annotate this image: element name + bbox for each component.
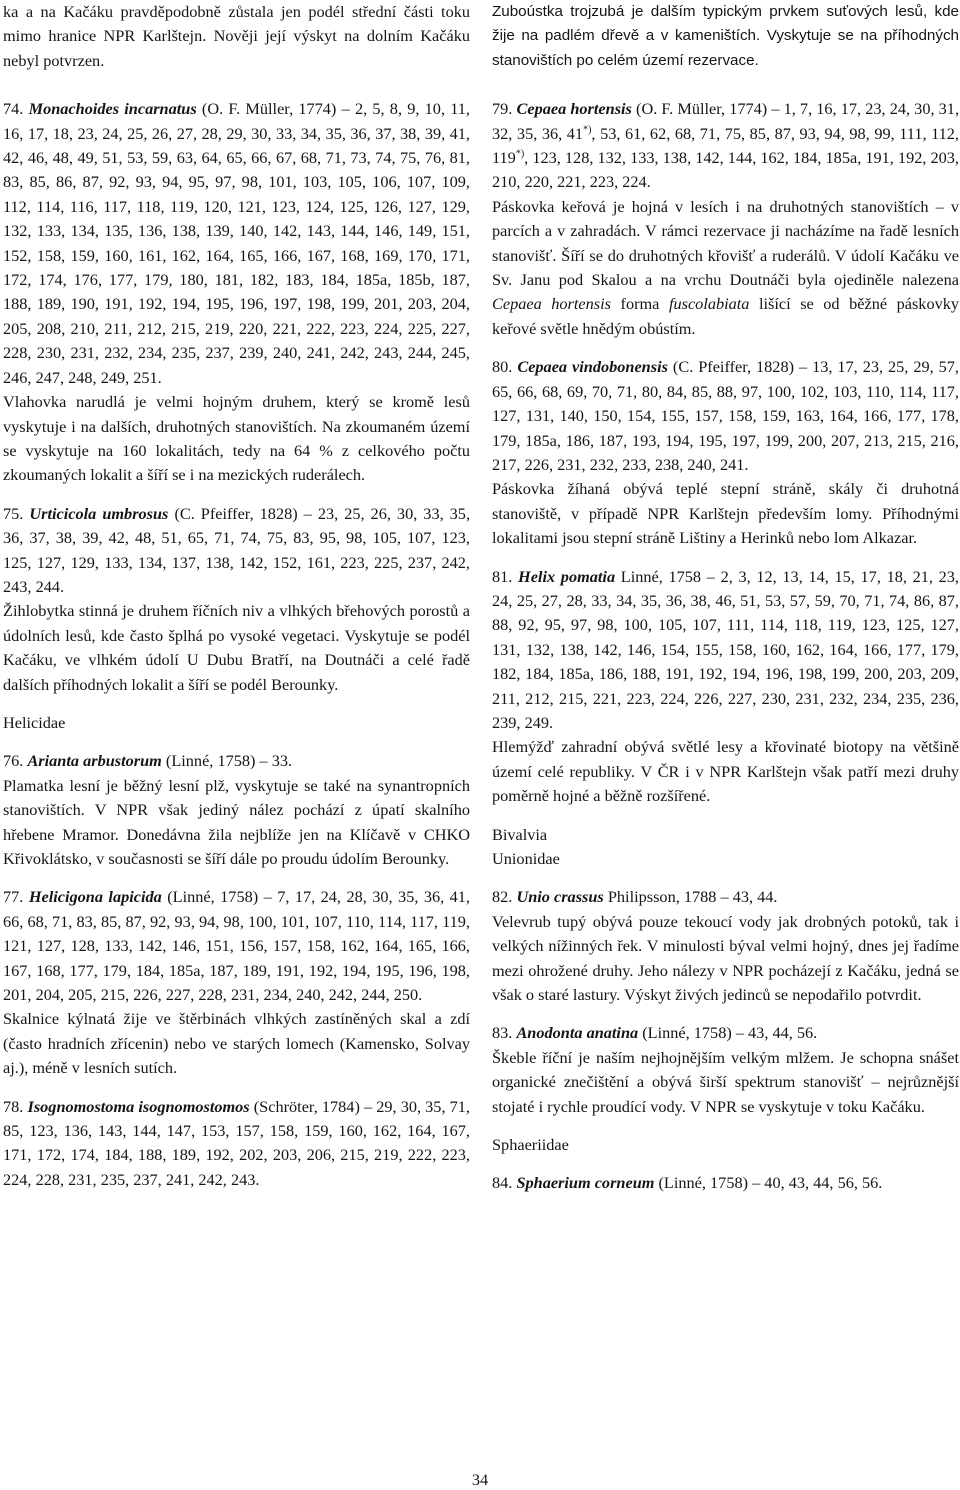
species-localities-part-1: (O. F. Müller, 1774) – 1, 7, 16, 17, 23, 24, 30, 31, 32, 35, 36, 41 [492, 99, 960, 143]
left-column [3, 0, 470, 1192]
species-name: Arianta arbustorum [27, 751, 162, 771]
species-name: Cepaea hortensis [516, 99, 632, 119]
species-localities: (O. F. Müller, 1774) – 2, 5, 8, 9, 10, 11, 16, 17, 18, 23, 24, 25, 26, 27, 28, 29, 30, 33, 34, 35, 36, 37, 38, 39, 41, 42, 46, 48, 49, 51, 53, 59, 63, 64, 65, 66, 67, 68, 71, 73, 74, 75, 76, 81, 83, 85, 86, 87, 92, 93, 94, 95, 97, 98, 101, 103, 105, 106, 107, 109, 112, 114, 116, 117, 118, 119, 120, 121, 123, 124, 125, 126, 127, 129, 132, 133, 134, 135, 136, 138, 139, 140, 142, 143, 144, 146, 149, 151, 152, 158, 159, 160, 161, 162, 164, 165, 166, 167, 168, 169, 170, 171, 172, 174, 176, 177, 179, 180, 181, 182, 183, 184, 185a, 185b, 187, 188, 189, 190, 191, 192, 194, 195, 196, 197, 198, 199, 201, 203, 204, 205, 208, 210, 211, 212, 215, 219, 220, 221, 222, 223, 224, 225, 227, 228, 230, 231, 232, 234, 235, 237, 239, 240, 241, 242, 243, 244, 245, 246, 247, 248, 249, 251. [3, 99, 470, 387]
species-description: Velevrub tupý obývá pouze tekoucí vody jak drobných potoků, tak i velkých nížinných řek. V minulosti býval velmi hojný, dnes jej řadíme mezi ohrožené druhy. Jeho nálezy v NPR pocházejí z Kačáku, jedná se však o staré lastury. Výskyt živých jedinců se nepodařilo potvrdit. [492, 911, 959, 1005]
entry-number: 76. [3, 751, 24, 771]
entry-number: 83. [492, 1023, 513, 1043]
entry-number: 75. [3, 503, 24, 523]
species-name: Anodonta anatina [516, 1023, 639, 1043]
entry-number: 81. [492, 566, 513, 586]
family-heading: Helicidae [3, 712, 66, 732]
species-description [492, 195, 959, 341]
species-entry-76 [3, 749, 470, 773]
italic-taxon: fuscolabiata [668, 294, 750, 314]
species-entry-79 [492, 97, 959, 195]
species-localities: (Linné, 1758) – 40, 43, 44, 56, 56. [658, 1173, 883, 1193]
species-localities: Linné, 1758 – 2, 3, 12, 13, 14, 15, 17, 18, 21, 23, 24, 25, 27, 28, 33, 34, 35, 36, 38, 46, 51, 53, 57, 59, 70, 71, 74, 86, 87, 88, 92, 95, 97, 98, 100, 105, 107, 111, 114, 118, 119, 123, 125, 127, 131, 132, 138, 142, 146, 154, 155, 158, 160, 162, 164, 166, 177, 179, 182, 184, 185a, 186, 188, 191, 192, 194, 196, 198, 199, 200, 203, 209, 211, 212, 215, 221, 223, 224, 226, 227, 230, 231, 232, 234, 235, 236, 239, 249. [492, 566, 959, 732]
species-localities: (Linné, 1758) – 43, 44, 56. [642, 1023, 818, 1043]
entry-number: 79. [492, 99, 513, 119]
species-localities-part-3: , 123, 128, 132, 133, 138, 142, 144, 162, 184, 185a, 191, 192, 203, 210, 220, 221, 223, 224. [492, 148, 959, 192]
species-localities: Philipsson, 1788 – 43, 44. [607, 887, 778, 907]
entry-number: 78. [3, 1096, 24, 1116]
family-heading: Sphaeriidae [492, 1135, 569, 1155]
species-name: Isognomostoma isognomostomos [27, 1096, 250, 1116]
species-localities: (Linné, 1758) – 33. [165, 751, 293, 771]
continued-text: ka a na Kačáku pravděpodobně zůstala jen podél střední části toku mimo hranice NPR Karlštejn. Nověji její výskyt na dolním Kačáku nebyl potvrzen. [3, 2, 470, 70]
species-name: Helix pomatia [518, 566, 616, 586]
entry-number: 80. [492, 357, 513, 377]
page-number: 34 [471, 1470, 489, 1489]
species-localities: (Linné, 1758) – 7, 17, 24, 28, 30, 35, 36, 41, 66, 68, 71, 83, 85, 87, 92, 93, 94, 98, 100, 101, 107, 110, 114, 117, 119, 121, 127, 128, 133, 142, 146, 151, 156, 157, 158, 162, 164, 165, 166, 167, 168, 177, 179, 184, 185a, 187, 189, 191, 192, 194, 195, 196, 198, 201, 204, 205, 215, 226, 227, 228, 231, 234, 240, 242, 244, 250. [3, 887, 471, 1005]
species-localities: (C. Pfeiffer, 1828) – 23, 25, 26, 30, 33, 35, 36, 37, 38, 39, 42, 48, 51, 65, 71, 74, 75, 83, 95, 98, 105, 107, 123, 125, 127, 129, 133, 134, 137, 138, 142, 152, 161, 223, 225, 237, 242, 243, 244. [3, 503, 471, 596]
species-description: Plamatka lesní je běžný lesní plž, vyskytuje se také na synantropních stanovištích. V NPR však jediný nález pochází z úpatí skalního hřebene Mramor. Donedávna žila nejblíže jen na Klíčavě v CHKO Křivoklátsko, v současnosti se šíří dále po proudu údolím Berounky. [3, 775, 470, 868]
species-description: Vlahovka narudlá je velmi hojným druhem, který se kromě lesů vyskytuje i na dalších, druhotných stanovištích. Na zkoumaném území se vyskytuje na 160 lokalitách, tedy na 64 % z celkového počtu zkoumaných lokalit a šíří se i na mezických ruderálech. [3, 392, 470, 485]
species-entry-82 [492, 885, 959, 909]
species-description: Žihlobytka stinná je druhem říčních niv a vlhkých břehových porostů a údolních lesů, kde často šplhá po vysoké vegetaci. Vyskytuje se podél Kačáku, ve vlhkém údolí U Dubu Bratří, na Doutnáči a celé řadě dalších příhodných lokalit a šíří se podél Berounky. [3, 601, 470, 694]
entry-number: 82. [492, 887, 513, 907]
species-entry-75 [3, 502, 470, 600]
description-text: lišící se od běžné páskovky keřové světle hnědým obústím. [492, 294, 960, 338]
species-name: Cepaea vindobonensis [517, 357, 668, 377]
species-name: Monachoides incarnatus [28, 99, 197, 119]
italic-taxon: Cepaea hortensis [492, 294, 611, 314]
species-entry-84 [492, 1171, 959, 1195]
footnote-marker: *) [583, 124, 592, 136]
species-entry-78 [3, 1095, 470, 1193]
species-entry-83 [492, 1021, 959, 1045]
species-description: Páskovka žíhaná obývá teplé stepní stráně, skály či druhotná stanoviště, v případě NPR Karlštejn především lomy. Příhodnými lokalitami jsou stepní stráně Lištiny a Herinků nebo lom Alkazar. [492, 479, 959, 548]
description-text: forma [620, 294, 660, 314]
species-entry-77 [3, 885, 470, 1007]
class-heading: Bivalvia [492, 824, 548, 844]
species-description: Škeble říční je naším nejhojnějším velkým mlžem. Je schopna snášet organické znečištění a obývá širší spektrum stanovišť – nejrůznější stojaté i rychle proudící vody. V NPR se vyskytuje v toku Kačáku. [492, 1047, 959, 1116]
description-text: Páskovka keřová je hojná v lesích i na druhotných stanovištích – v parcích a v zahradách. V rámci rezervace ji nacházíme na řadě lesních stanovišť. Šíří se do druhotných křovišť a ruderálů. V údolí Kačáku ve Sv. Janu pod Skalou a na vrchu Doutnáči byla ojediněle nalezena [492, 196, 959, 290]
family-heading: Unionidae [492, 849, 560, 868]
species-description: Hlemýžď zahradní obývá světlé lesy a křovinaté biotopy na většině území celé republiky. V ČR i v NPR Karlštejn však patří mezi druhy poměrně hojné a běžně rozšířené. [492, 737, 959, 806]
continued-text: Zuboústka trojzubá je dalším typickým prvkem suťových lesů, kde žije na padlém dřevě a v kameništích. Vyskytuje se na příhodných stanovištích po celém území rezervace. [492, 3, 959, 69]
species-entry-81 [492, 565, 959, 736]
right-column [492, 0, 959, 1196]
entry-number: 77. [3, 887, 24, 907]
entry-number: 74. [3, 99, 24, 119]
entry-number: 84. [492, 1173, 513, 1193]
species-localities: (C. Pfeiffer, 1828) – 13, 17, 23, 25, 29, 57, 65, 66, 68, 69, 70, 71, 80, 84, 85, 88, 97, 100, 102, 103, 110, 114, 117, 127, 131, 140, 150, 154, 155, 157, 158, 159, 163, 164, 166, 177, 178, 179, 185a, 186, 187, 193, 194, 195, 197, 199, 200, 207, 213, 215, 216, 217, 226, 231, 232, 233, 238, 240, 241. [492, 357, 959, 474]
species-name: Helicigona lapicida [28, 887, 162, 907]
species-name: Unio crassus [516, 887, 604, 907]
species-entry-80 [492, 355, 959, 477]
species-entry-74 [3, 97, 470, 390]
species-name: Urticicola umbrosus [29, 503, 169, 523]
species-description: Skalnice kýlnatá žije ve štěrbinách vlhkých zastíněných skal a zdí (často hradních zřícenin) nebo ve starých lomech (Kamensko, Solvay aj.), méně v lesních sutích. [3, 1009, 470, 1078]
species-name: Sphaerium corneum [516, 1173, 655, 1193]
species-localities: (Schröter, 1784) – 29, 30, 35, 71, 85, 123, 136, 143, 144, 147, 153, 157, 158, 159, 160, 162, 164, 167, 171, 172, 174, 184, 188, 189, 192, 202, 203, 206, 215, 219, 222, 223, 224, 228, 231, 235, 237, 241, 242, 243. [3, 1096, 470, 1189]
footnote-marker: *) [515, 148, 525, 160]
species-localities-part-2: , 53, 61, 62, 68, 71, 75, 85, 87, 93, 94, 98, 99, 111, 112, 119 [492, 123, 959, 168]
